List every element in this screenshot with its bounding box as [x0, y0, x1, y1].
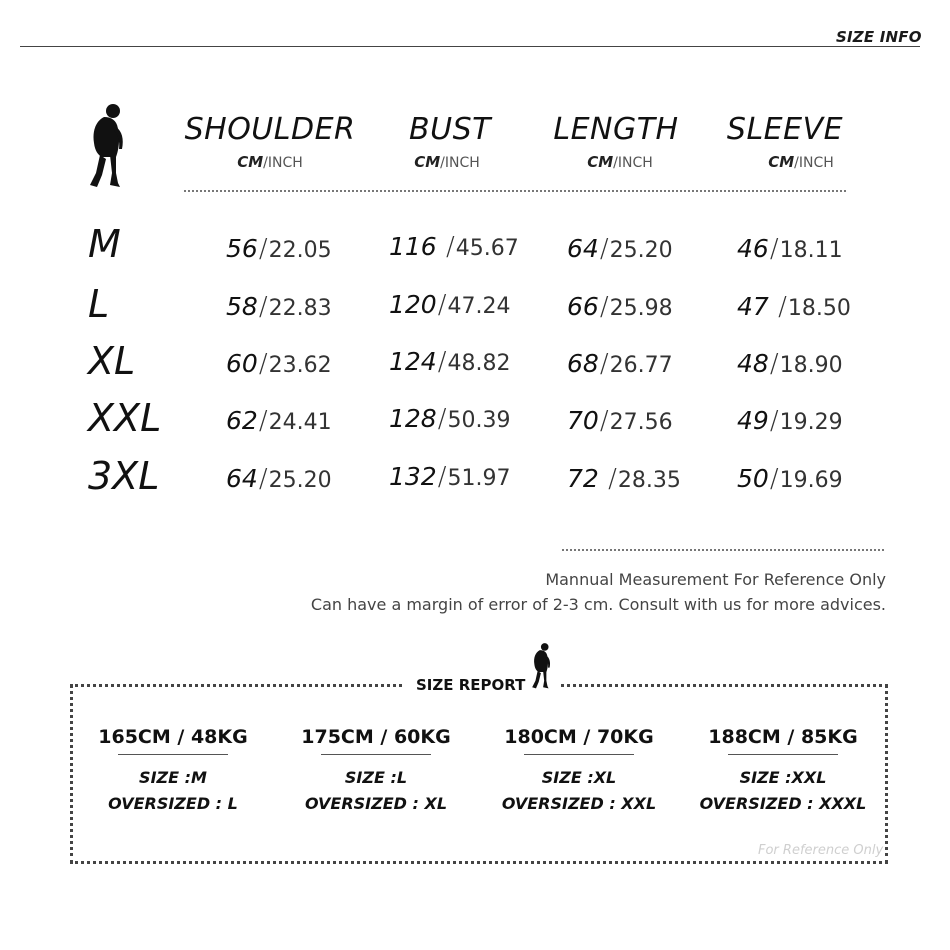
cell-xl-length: 68/26.77	[567, 349, 673, 379]
cell-l-bust: 120/47.24	[389, 290, 511, 320]
size-label-l: L	[88, 282, 110, 326]
col-unit-sleeve: CM/INCH	[768, 153, 834, 171]
notes-dotted-divider	[562, 549, 884, 551]
col-header-length: LENGTH	[553, 112, 679, 147]
header-dotted-divider	[184, 190, 846, 192]
cell-m-sleeve: 46/18.11	[737, 234, 843, 264]
col-header-bust: BUST	[409, 112, 491, 147]
cell-m-shoulder: 56/22.05	[226, 234, 332, 264]
size-label-m: M	[88, 222, 121, 266]
cell-xl-sleeve: 48/18.90	[737, 349, 843, 379]
hunched-figure-small-icon	[530, 642, 554, 690]
report-height-weight: 175CM / 60KG	[301, 726, 451, 748]
report-size: SIZE :XL	[541, 768, 617, 787]
report-underline	[728, 754, 838, 755]
note-margin-error: Can have a margin of error of 2-3 cm. Consult with us for more advices.	[310, 595, 886, 614]
header-divider	[20, 46, 920, 47]
col-unit-shoulder: CM/INCH	[237, 153, 303, 171]
report-underline	[524, 754, 634, 755]
cell-3xl-length: 72 /28.35	[567, 464, 681, 494]
report-size: SIZE :M	[139, 768, 207, 787]
report-oversized: OVERSIZED : XXL	[501, 794, 657, 813]
cell-m-bust: 116 /45.67	[389, 232, 519, 262]
report-size: SIZE :XXL	[739, 768, 827, 787]
cell-l-shoulder: 58/22.83	[226, 292, 332, 322]
report-underline	[321, 754, 431, 755]
cell-3xl-shoulder: 64/25.20	[226, 464, 332, 494]
report-oversized: OVERSIZED : XL	[304, 794, 448, 813]
cell-xxl-length: 70/27.56	[567, 406, 673, 436]
cell-m-length: 64/25.20	[567, 234, 673, 264]
cell-l-length: 66/25.98	[567, 292, 673, 322]
report-item-2	[276, 726, 476, 817]
size-label-xl: XL	[88, 339, 136, 383]
cell-xxl-shoulder: 62/24.41	[226, 406, 332, 436]
col-header-sleeve: SLEEVE	[726, 112, 844, 147]
report-item-4	[683, 726, 883, 817]
cell-3xl-sleeve: 50/19.69	[737, 464, 843, 494]
cell-xl-shoulder: 60/23.62	[226, 349, 332, 379]
report-item-1	[73, 726, 273, 817]
report-oversized: OVERSIZED : XXXL	[699, 794, 867, 813]
col-unit-bust: CM/INCH	[414, 153, 480, 171]
report-size: SIZE :L	[344, 768, 408, 787]
report-item-3	[479, 726, 679, 817]
cell-3xl-bust: 132/51.97	[389, 462, 511, 492]
cell-xxl-bust: 128/50.39	[389, 404, 511, 434]
report-height-weight: 188CM / 85KG	[708, 726, 858, 748]
col-unit-length: CM/INCH	[587, 153, 653, 171]
col-header-shoulder: SHOULDER	[184, 112, 356, 147]
cell-l-sleeve: 47 /18.50	[737, 292, 851, 322]
size-label-xxl: XXL	[88, 396, 162, 440]
size-label-3xl: 3XL	[88, 454, 160, 498]
for-reference-only-note: For Reference Only	[758, 843, 884, 858]
note-measurement: Mannual Measurement For Reference Only	[545, 570, 886, 589]
report-height-weight: 165CM / 48KG	[98, 726, 248, 748]
report-underline	[118, 754, 228, 755]
hunched-figure-icon	[86, 103, 130, 189]
report-oversized: OVERSIZED : L	[108, 794, 238, 813]
report-height-weight: 180CM / 70KG	[504, 726, 654, 748]
cell-xl-bust: 124/48.82	[389, 347, 511, 377]
size-report-title: SIZE REPORT	[416, 676, 526, 694]
size-info-title: SIZE INFO	[836, 28, 922, 46]
cell-xxl-sleeve: 49/19.29	[737, 406, 843, 436]
